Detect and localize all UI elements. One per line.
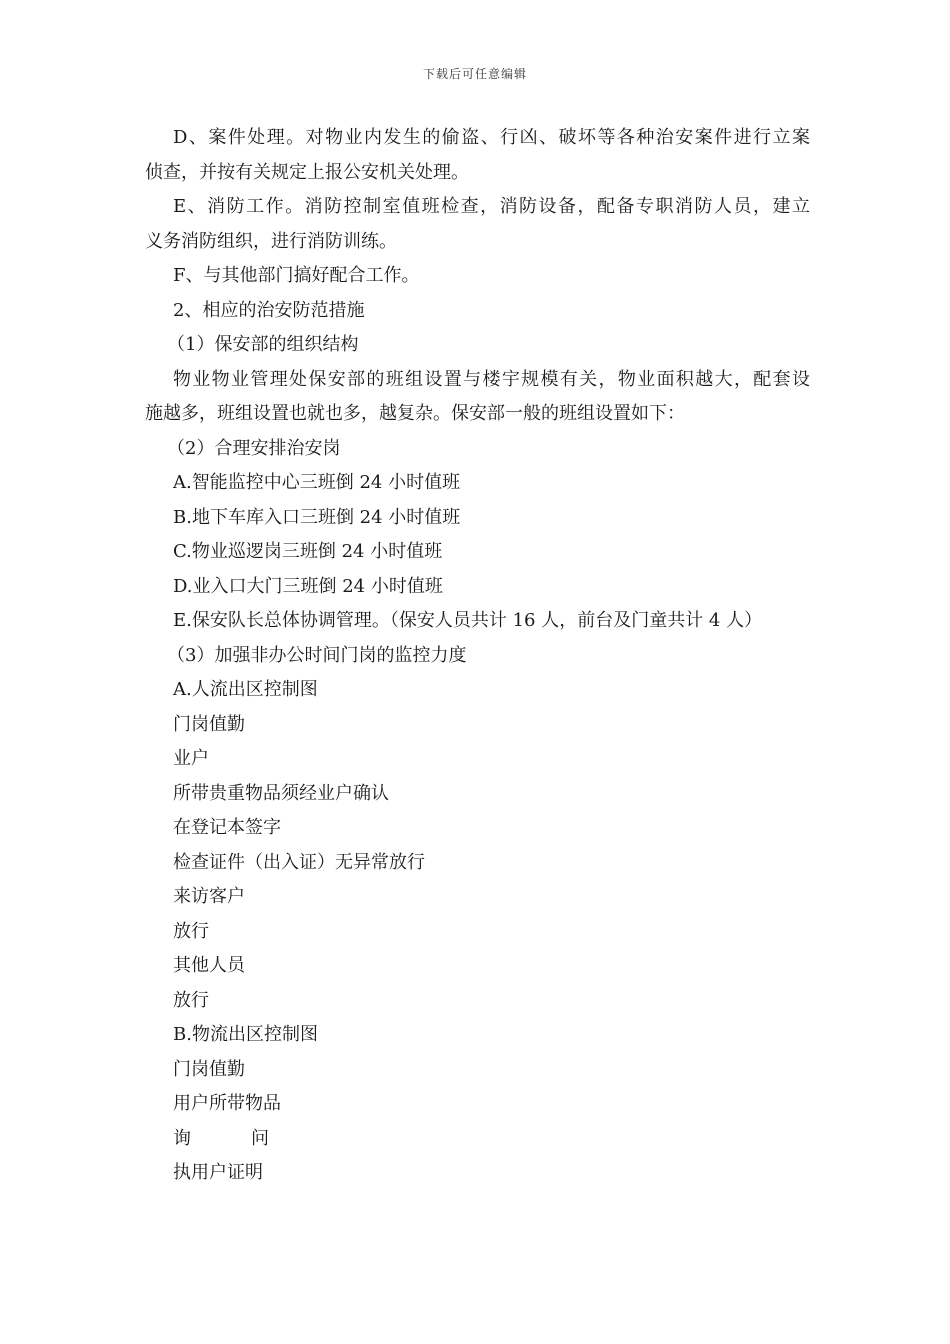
paragraph-line: 施越多，班组设置也就也多，越复杂。保安部一般的班组设置如下： [145,403,685,424]
paragraph-line: 义务消防组织，进行消防训练。 [145,230,397,252]
list-item: B.物流出区控制图 [173,1024,318,1045]
flow-step: 门岗值勤 [173,713,245,735]
flow-step-word: 询 [173,1127,191,1149]
list-item: A.智能监控中心三班倒 24 小时值班 [173,472,461,493]
flow-step: 放行 [173,920,209,942]
flow-step: 门岗值勤 [173,1058,245,1080]
flow-step: 检查证件（出入证）无异常放行 [173,851,425,873]
list-item: D.业入口大门三班倒 24 小时值班 [173,575,443,597]
paragraph-line: D、案件处理。对物业内发生的偷盗、行凶、破坏等各种治安案件进行立案 [173,127,810,148]
paragraph-line: 侦查，并按有关规定上报公安机关处理。 [145,161,469,183]
flow-step: 来访客户 [173,886,245,907]
flow-step: 所带贵重物品须经业户确认 [173,782,389,804]
flow-step: 业户 [173,748,209,769]
subsection-heading: （1）保安部的组织结构 [167,334,359,355]
flow-step-word: 问 [251,1127,269,1149]
subsection-heading: （2）合理安排治安岗 [167,437,341,459]
paragraph-line: F、与其他部门搞好配合工作。 [173,265,420,286]
flow-step: 在登记本签字 [173,817,281,838]
paragraph-line: E、消防工作。消防控制室值班检查，消防设备，配备专职消防人员，建立 [173,196,810,217]
list-item: C.物业巡逻岗三班倒 24 小时值班 [173,541,443,562]
paragraph-line: 物业物业管理处保安部的班组设置与楼宇规模有关，物业面积越大，配套设 [173,368,810,390]
flow-step: 放行 [173,989,209,1011]
subsection-heading: （3）加强非办公时间门岗的监控力度 [167,644,467,666]
flow-step: 其他人员 [173,955,245,976]
flow-step: 执用户证明 [173,1162,263,1183]
flow-step [145,1122,810,1157]
list-item: A.人流出区控制图 [173,679,318,700]
document-body [145,121,810,1191]
flow-step: 用户所带物品 [173,1093,281,1114]
list-item: B.地下车库入口三班倒 24 小时值班 [173,506,461,528]
section-heading: 2、相应的治安防范措施 [173,299,365,321]
page-header: 下载后可任意编辑 [422,67,527,81]
list-item: E.保安队长总体协调管理。（保安人员共计 16 人，前台及门童共计 4 人） [173,610,763,631]
